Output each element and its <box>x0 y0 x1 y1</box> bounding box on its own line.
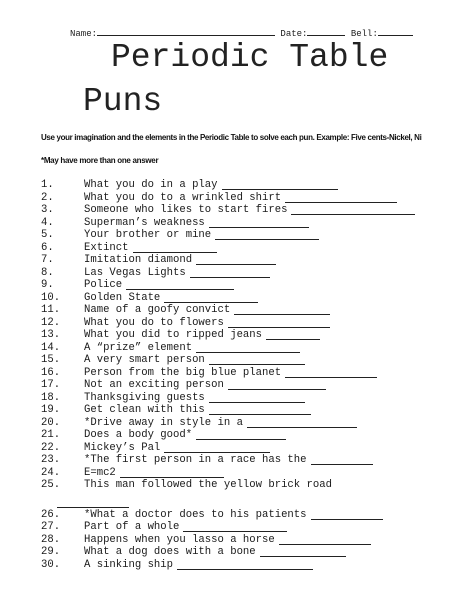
question-number: 26. <box>41 508 61 521</box>
answer-blank[interactable] <box>266 329 320 340</box>
question-text: *What a doctor does to his patients <box>84 508 307 521</box>
question-text: Get clean with this <box>84 404 205 416</box>
question-text: This man followed the yellow brick road <box>84 479 332 491</box>
question-row <box>41 279 471 292</box>
answer-blank[interactable] <box>196 254 276 265</box>
question-text: Someone who likes to start fires <box>84 204 288 216</box>
question-number: 11. <box>41 304 61 316</box>
question-row <box>41 192 471 205</box>
question-number: 25. <box>41 479 61 491</box>
question-number: 6. <box>41 241 54 254</box>
answer-blank[interactable] <box>260 546 346 557</box>
answer-blank[interactable] <box>215 229 319 240</box>
answer-blank[interactable] <box>311 509 383 520</box>
answer-blank[interactable] <box>209 404 311 415</box>
question-number: 21. <box>41 429 61 441</box>
answer-blank[interactable] <box>164 292 258 303</box>
title-line-2: Puns <box>83 83 163 120</box>
answer-blank[interactable] <box>190 267 270 278</box>
question-number: 10. <box>41 291 61 304</box>
question-row <box>41 479 471 492</box>
answer-blank[interactable] <box>209 354 305 365</box>
question-text: Name of a goofy convict <box>84 304 231 316</box>
question-row <box>41 292 471 305</box>
name-label: Name: <box>70 29 98 39</box>
question-row <box>41 521 471 534</box>
question-text: Mickey’s Pal <box>84 441 161 454</box>
question-text: A “prize” element <box>84 341 193 354</box>
question-row <box>41 229 471 242</box>
question-number: 18. <box>41 391 61 404</box>
answer-blank[interactable] <box>126 279 234 290</box>
answer-blank[interactable] <box>247 417 357 428</box>
answer-blank[interactable] <box>279 534 371 545</box>
question-number: 29. <box>41 546 61 558</box>
question-row <box>41 267 471 280</box>
question-row <box>41 429 471 442</box>
question-text: *Drive away in style in a <box>84 416 243 429</box>
question-row <box>41 342 471 355</box>
answer-blank[interactable] <box>196 429 286 440</box>
question-row <box>41 417 471 430</box>
question-row <box>41 559 471 572</box>
question-list <box>41 179 471 571</box>
question-number: 8. <box>41 266 54 279</box>
answer-blank-25[interactable] <box>57 507 129 508</box>
question-number: 4. <box>41 216 54 229</box>
answer-blank[interactable] <box>209 217 309 228</box>
question-number: 2. <box>41 191 54 204</box>
answer-blank[interactable] <box>234 304 330 315</box>
question-text: Part of a whole <box>84 521 180 533</box>
question-number: 23. <box>41 454 61 466</box>
question-row <box>41 367 471 380</box>
question-text: What a dog does with a bone <box>84 546 256 558</box>
question-number: 15. <box>41 354 61 366</box>
question-text: Thanksgiving guests <box>84 391 205 404</box>
question-row <box>41 379 471 392</box>
answer-blank[interactable] <box>209 392 305 403</box>
date-label: Date: <box>280 29 308 39</box>
question-text: Superman’s weakness <box>84 216 205 229</box>
question-number: 22. <box>41 441 61 454</box>
question-row <box>41 354 471 367</box>
question-text: What you do in a play <box>84 179 218 191</box>
answer-blank[interactable] <box>228 379 326 390</box>
question-text: Happens when you lasso a horse <box>84 533 275 546</box>
question-text: A sinking ship <box>84 558 174 571</box>
question-text: What you do to flowers <box>84 316 224 329</box>
answer-blank[interactable] <box>120 467 224 478</box>
question-number: 24. <box>41 466 61 479</box>
page-title <box>83 36 388 124</box>
title-line-1: Periodic Table <box>111 39 389 76</box>
bell-blank[interactable] <box>378 27 413 36</box>
answer-blank[interactable] <box>196 342 300 353</box>
question-text: Extinct <box>84 241 129 254</box>
question-text: E=mc2 <box>84 466 116 479</box>
answer-blank[interactable] <box>177 559 313 570</box>
question-text: Your brother or mine <box>84 229 212 241</box>
question-text: Imitation diamond <box>84 254 193 266</box>
question-row <box>41 467 471 480</box>
question-row <box>41 534 471 547</box>
question-row <box>41 509 471 522</box>
question-number: 30. <box>41 558 61 571</box>
answer-blank[interactable] <box>285 367 377 378</box>
name-blank[interactable] <box>97 27 275 36</box>
question-text: What you did to ripped jeans <box>84 329 263 341</box>
question-number: 9. <box>41 279 54 291</box>
question-row <box>41 392 471 405</box>
question-row <box>41 317 471 330</box>
question-row <box>41 404 471 417</box>
answer-blank[interactable] <box>291 204 415 215</box>
bell-label: Bell: <box>350 29 378 39</box>
question-row <box>41 454 471 467</box>
answer-blank[interactable] <box>222 179 338 190</box>
question-number: 14. <box>41 341 61 354</box>
answer-blank[interactable] <box>285 192 397 203</box>
question-text: What you do to a wrinkled shirt <box>84 191 282 204</box>
question-row <box>41 217 471 230</box>
question-text: Police <box>84 279 123 291</box>
question-number: 16. <box>41 366 61 379</box>
question-text: Person from the big blue planet <box>84 366 282 379</box>
question-number: 12. <box>41 316 61 329</box>
question-number: 1. <box>41 179 54 191</box>
answer-note: *May have more than one answer <box>41 156 159 165</box>
question-text: Does a body good* <box>84 429 193 441</box>
answer-blank[interactable] <box>311 454 373 465</box>
question-row <box>41 546 471 559</box>
question-text: Not an exciting person <box>84 379 224 391</box>
question-row <box>41 204 471 217</box>
question-number: 5. <box>41 229 54 241</box>
instructions: Use your imagination and the elements in the Periodic Table to solve each pun. Example: Five cents-Nickel, Ni <box>41 133 422 142</box>
answer-blank[interactable] <box>164 442 270 453</box>
question-text: A very smart person <box>84 354 205 366</box>
question-row <box>41 329 471 342</box>
question-number: 27. <box>41 521 61 533</box>
question-row <box>41 442 471 455</box>
question-text: Golden State <box>84 291 161 304</box>
question-row <box>41 304 471 317</box>
question-text: *The first person in a race has the <box>84 454 307 466</box>
answer-blank[interactable] <box>228 317 330 328</box>
answer-blank[interactable] <box>183 521 287 532</box>
date-blank[interactable] <box>307 27 345 36</box>
question-row <box>41 254 471 267</box>
question-number: 17. <box>41 379 61 391</box>
answer-blank[interactable] <box>133 242 217 253</box>
question-row <box>41 242 471 255</box>
question-number: 20. <box>41 416 61 429</box>
question-number: 19. <box>41 404 61 416</box>
question-row <box>41 179 471 192</box>
question-number: 3. <box>41 204 54 216</box>
question-number: 28. <box>41 533 61 546</box>
question-number: 13. <box>41 329 61 341</box>
question-text: Las Vegas Lights <box>84 266 186 279</box>
question-number: 7. <box>41 254 54 266</box>
